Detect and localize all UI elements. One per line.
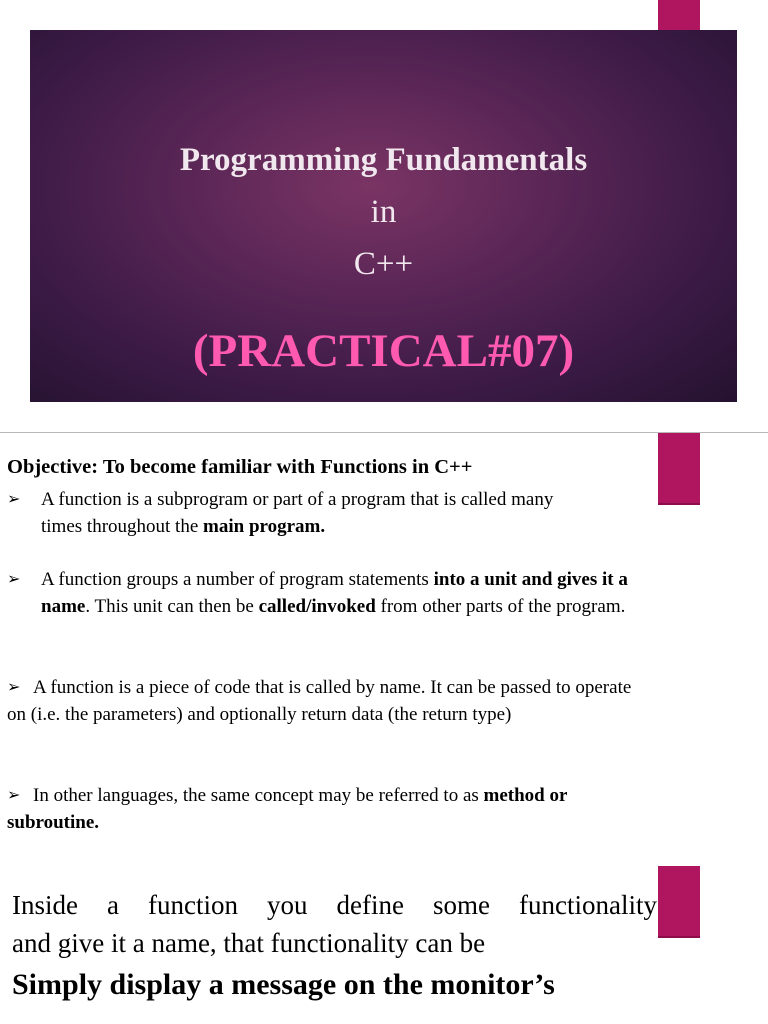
paragraph-line-1: Inside a function you define some functionality	[12, 890, 657, 920]
title-slide	[30, 30, 737, 402]
arrow-bullet-icon: ➢	[7, 491, 21, 508]
bullet-text-segment: . This unit can then be	[85, 596, 259, 617]
bullet-text-segment: In other languages, the same concept may be referred to as	[33, 785, 484, 806]
bullet-bold-text: into a unit and gives it a name	[41, 569, 628, 617]
bullet-bold-text: called/invoked	[258, 596, 376, 617]
bullet-line: times throughout the	[41, 516, 204, 537]
arrow-bullet-icon: ➢	[7, 787, 21, 804]
slide-title-line-2: in	[370, 194, 397, 230]
bullet-bold-text: main program.	[203, 516, 326, 537]
objective-heading: Objective: To become familiar with Functions in C++	[7, 456, 473, 478]
accent-tab-middle	[658, 433, 700, 505]
slide-title-line-1: Programming Fundamentals	[179, 142, 588, 178]
bullet-line: A function is a subprogram or part of a program that is called many	[41, 489, 554, 510]
slide-subtitle: (PRACTICAL#07)	[192, 325, 575, 377]
bullet-bold-text: method or subroutine.	[7, 785, 568, 833]
paragraph-line-3: Simply display a message on the monitor’s	[12, 968, 555, 1001]
bullet-text	[7, 782, 655, 836]
paragraph-line-2: and give it a name, that functionality can be	[12, 928, 486, 958]
arrow-bullet-icon: ➢	[7, 679, 21, 696]
bullet-text: A function is a piece of code that is called by name. It can be passed to operate on (i.e. the parameters) and optionally return data (the return type)	[7, 677, 632, 725]
bullet-text	[41, 486, 661, 540]
page-divider	[0, 432, 768, 433]
bullet-text-segment: from other parts of the program.	[375, 596, 626, 617]
arrow-bullet-icon: ➢	[7, 571, 21, 588]
bullet-text-segment: A function groups a number of program statements	[41, 569, 434, 590]
bullet-text	[41, 566, 661, 620]
accent-tab-bottom	[658, 866, 700, 938]
slide-title-line-3: C++	[353, 246, 414, 282]
